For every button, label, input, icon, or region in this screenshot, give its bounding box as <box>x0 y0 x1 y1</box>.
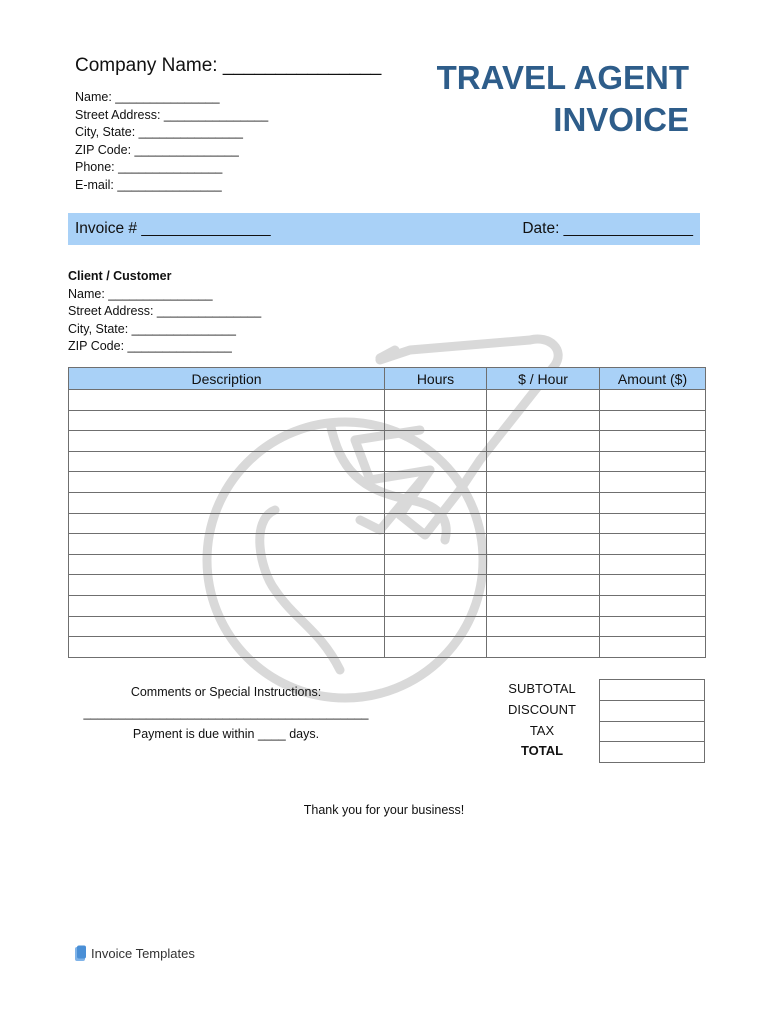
table-row <box>69 554 706 575</box>
table-cell <box>600 472 706 493</box>
table-cell <box>487 431 600 452</box>
table-cell <box>385 513 487 534</box>
table-cell <box>487 410 600 431</box>
table-row <box>69 451 706 472</box>
table-cell <box>69 616 385 637</box>
table-row <box>69 472 706 493</box>
sender-zip-field: ZIP Code: _______________ <box>75 142 239 157</box>
document-icon <box>74 945 87 962</box>
table-cell <box>487 616 600 637</box>
footer-brand <box>74 945 195 962</box>
client-name-field: Name: _______________ <box>68 286 213 301</box>
table-cell <box>385 451 487 472</box>
column-header-description: Description <box>69 368 385 390</box>
table-cell <box>487 390 600 411</box>
table-row <box>69 534 706 555</box>
totals-labels <box>490 679 594 762</box>
client-details <box>68 268 261 356</box>
table-row <box>69 616 706 637</box>
table-cell <box>385 637 487 658</box>
table-cell <box>600 513 706 534</box>
table-cell <box>600 534 706 555</box>
comments-line: _________________________________________ <box>83 705 369 720</box>
total-label: TOTAL <box>520 743 564 759</box>
footer-brand-label: Invoice Templates <box>91 946 195 961</box>
table-cell <box>385 554 487 575</box>
client-zip-field: ZIP Code: _______________ <box>68 339 232 353</box>
table-cell <box>385 492 487 513</box>
table-cell <box>487 472 600 493</box>
table-cell <box>69 637 385 658</box>
sender-city-field: City, State: _______________ <box>75 125 243 139</box>
table-cell <box>385 390 487 411</box>
table-cell <box>69 410 385 431</box>
table-cell <box>600 390 706 411</box>
sender-phone-field: Phone: _______________ <box>75 160 223 174</box>
table-cell <box>600 410 706 431</box>
invoice-number-field: Invoice # _______________ <box>75 220 271 237</box>
client-heading: Client / Customer <box>68 269 172 283</box>
table-cell <box>487 492 600 513</box>
table-cell <box>487 554 600 575</box>
column-header-amount: Amount ($) <box>600 368 706 390</box>
invoice-info-bar <box>68 213 700 245</box>
table-cell <box>487 637 600 658</box>
discount-value-cell <box>600 700 705 721</box>
table-cell <box>69 390 385 411</box>
thank-you-note: Thank you for your business! <box>303 803 465 817</box>
table-cell <box>600 616 706 637</box>
table-cell <box>385 410 487 431</box>
sender-street-field: Street Address: _______________ <box>75 107 269 122</box>
table-cell <box>487 451 600 472</box>
table-cell <box>487 595 600 616</box>
table-cell <box>600 595 706 616</box>
tax-value-cell <box>600 721 705 742</box>
table-row <box>69 410 706 431</box>
subtotal-label: SUBTOTAL <box>508 681 576 696</box>
sender-name-field: Name: _______________ <box>75 90 220 104</box>
table-cell <box>69 472 385 493</box>
column-header-rate: $ / Hour <box>487 368 600 390</box>
table-cell <box>600 431 706 452</box>
table-row <box>69 637 706 658</box>
table-cell <box>69 554 385 575</box>
table-row <box>69 513 706 534</box>
table-cell <box>69 575 385 596</box>
table-cell <box>69 492 385 513</box>
client-street-field: Street Address: _______________ <box>68 304 262 318</box>
sender-email-field: E-mail: _______________ <box>75 177 222 192</box>
comments-label: Comments or Special Instructions: <box>130 685 322 699</box>
table-cell <box>385 534 487 555</box>
total-value-cell <box>600 742 705 763</box>
line-items-table <box>68 367 706 658</box>
table-cell <box>69 451 385 472</box>
table-cell <box>69 534 385 555</box>
sender-details <box>75 89 268 194</box>
table-row <box>69 575 706 596</box>
client-city-field: City, State: _______________ <box>68 321 236 336</box>
line-items-body <box>69 390 706 658</box>
table-row <box>69 431 706 452</box>
table-cell <box>600 575 706 596</box>
subtotal-value-cell <box>600 680 705 701</box>
company-name-field: Company Name: _______________ <box>75 55 382 76</box>
table-cell <box>385 472 487 493</box>
table-header-row <box>69 368 706 390</box>
table-row <box>69 595 706 616</box>
table-row <box>69 390 706 411</box>
table-cell <box>385 575 487 596</box>
title-line-1: TRAVEL AGENT <box>436 59 689 96</box>
payment-terms: Payment is due within ____ days. <box>132 726 320 741</box>
table-cell <box>487 534 600 555</box>
table-cell <box>487 575 600 596</box>
table-cell <box>69 595 385 616</box>
totals-table <box>599 679 705 763</box>
discount-label: DISCOUNT <box>508 701 576 717</box>
table-cell <box>69 431 385 452</box>
table-cell <box>600 554 706 575</box>
table-cell <box>600 637 706 658</box>
table-cell <box>600 451 706 472</box>
column-header-hours: Hours <box>385 368 487 390</box>
comments-section <box>68 682 384 744</box>
invoice-title <box>437 57 689 141</box>
table-cell <box>385 595 487 616</box>
table-row <box>69 492 706 513</box>
tax-label: TAX <box>529 722 555 738</box>
table-cell <box>487 513 600 534</box>
table-cell <box>69 513 385 534</box>
table-cell <box>385 616 487 637</box>
title-line-2: INVOICE <box>553 101 689 138</box>
table-cell <box>385 431 487 452</box>
invoice-date-field: Date: _______________ <box>522 220 693 237</box>
table-cell <box>600 492 706 513</box>
